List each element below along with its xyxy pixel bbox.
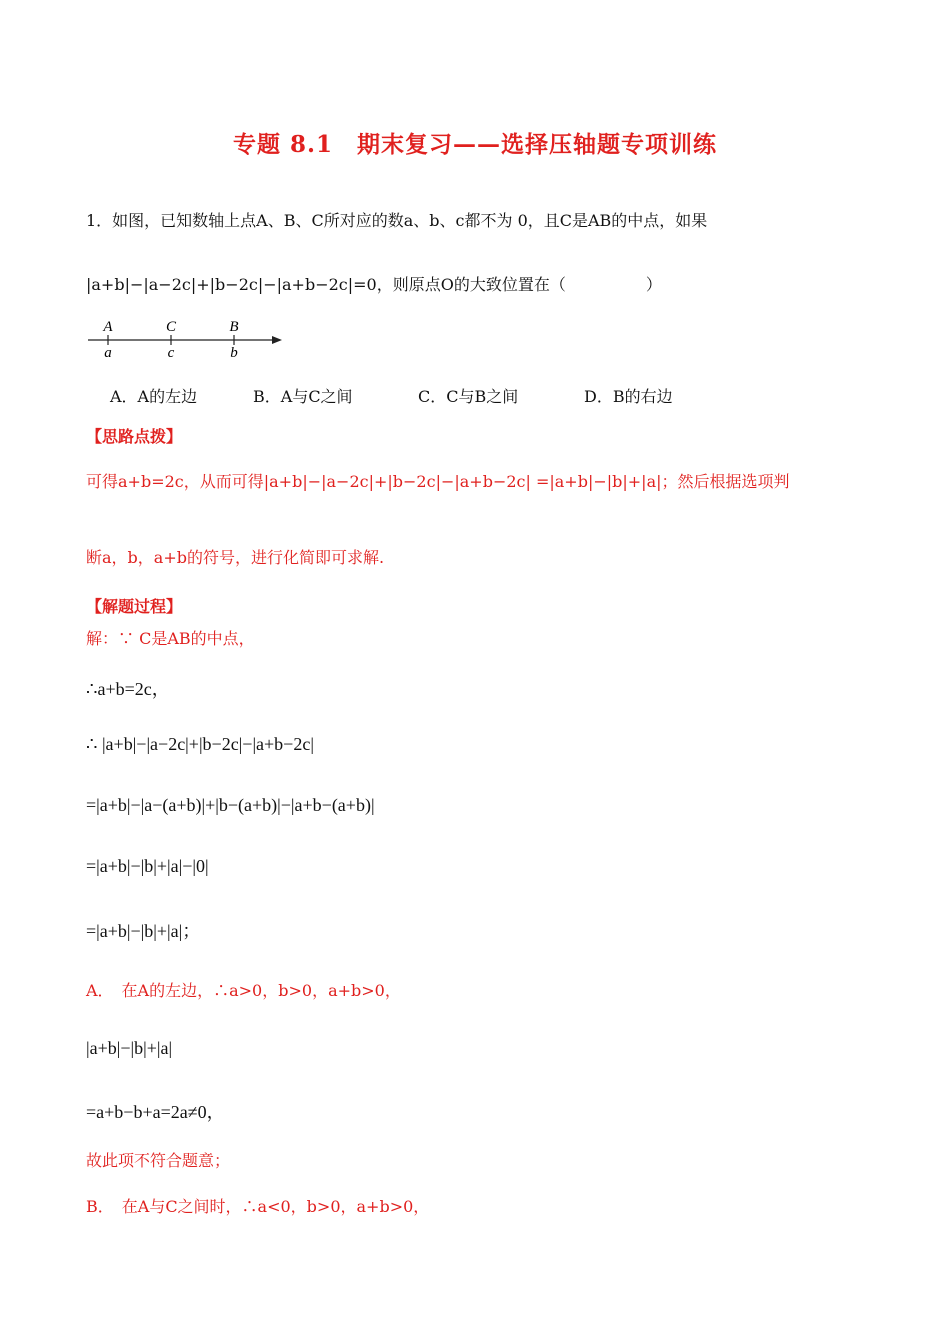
solution-line-1: 解：∵ C是AB的中点， (86, 629, 255, 648)
hint-line-2: 断a，b，a+b的符号，进行化简即可求解. (86, 548, 385, 567)
option-b[interactable]: B．A与C之间 (253, 387, 353, 406)
number-line-figure (86, 316, 306, 362)
hint-line-1: 可得a+b=2c，从而可得|a+b|−|a−2c|+|b−2c|−|a+b−2c| =|a+b|−|b|+|a|；然后根据选项判 (86, 472, 790, 491)
question-line-1: 1．如图，已知数轴上点A、B、C所对应的数a、b、c都不为 0，且C是AB的中点，如果 (86, 211, 708, 230)
solution-line-11: B． 在A与C之间时，∴a<0，b>0，a+b>0， (86, 1197, 430, 1216)
solution-line-2: ∴a+b=2c， (86, 679, 170, 699)
hint-heading: 【思路点拨】 (86, 427, 183, 446)
point-label-A: A (103, 319, 113, 335)
page-title: 专题 8.1 期末复习——选择压轴题专项训练 (232, 131, 718, 158)
question-line-2: |a+b|−|a−2c|+|b−2c|−|a+b−2c|=0，则原点O的大致位置在（ ） (86, 275, 662, 294)
option-c[interactable]: C．C与B之间 (418, 387, 519, 406)
option-d[interactable]: D．B的右边 (584, 387, 673, 406)
value-label-a: a (104, 345, 112, 361)
option-a[interactable]: A．A的左边 (110, 387, 198, 406)
point-label-B: B (229, 319, 239, 335)
number-line-arrow (272, 336, 282, 344)
solution-heading: 【解题过程】 (86, 597, 183, 616)
solution-line-6: =|a+b|−|b|+|a|； (86, 921, 201, 941)
solution-line-7: A． 在A的左边，∴a>0，b>0，a+b>0， (86, 981, 401, 1000)
value-label-b: b (230, 345, 238, 361)
value-label-c: c (167, 345, 175, 361)
solution-line-3: ∴ |a+b|−|a−2c|+|b−2c|−|a+b−2c| (86, 734, 314, 754)
solution-line-4: =|a+b|−|a−(a+b)|+|b−(a+b)|−|a+b−(a+b)| (86, 795, 375, 815)
solution-line-10: 故此项不符合题意； (86, 1151, 231, 1170)
point-label-C: C (165, 319, 177, 335)
solution-line-8: |a+b|−|b|+|a| (86, 1038, 173, 1058)
solution-line-9: =a+b−b+a=2a≠0， (86, 1102, 225, 1122)
solution-line-5: =|a+b|−|b|+|a|−|0| (86, 856, 209, 876)
